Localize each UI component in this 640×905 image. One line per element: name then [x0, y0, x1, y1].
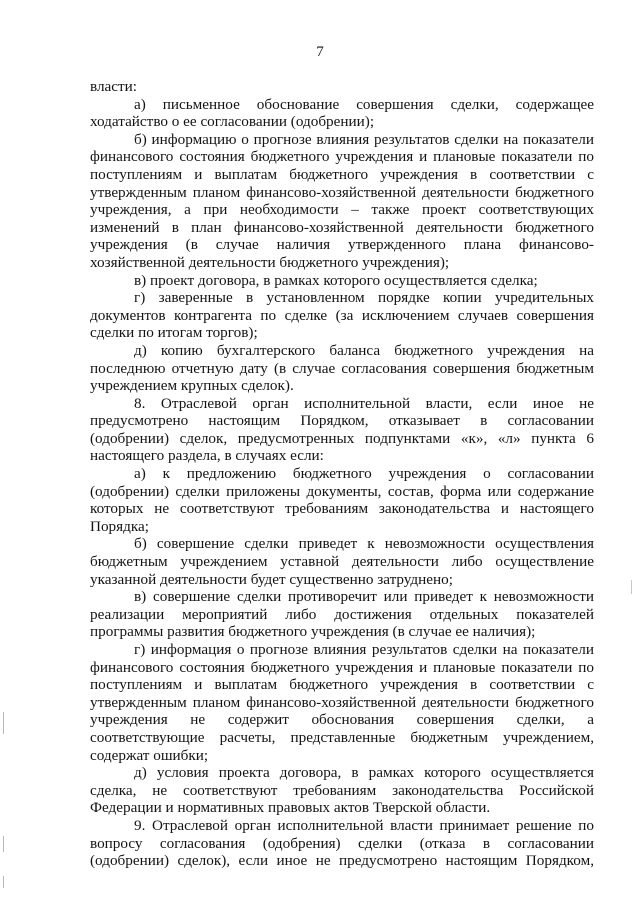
- paragraph-item-d: д) копию бухгалтерского баланса бюджетного учреждения на последнюю отчетную дату (в случае согласования совершения бюджетным учреждением крупных сделок).: [90, 341, 594, 395]
- document-body: [90, 78, 594, 870]
- paragraph-item-a: а) письменное обоснование совершения сделки, содержащее ходатайство о ее согласовании (одобрении);: [90, 95, 594, 131]
- paragraph-section-8-v: в) совершение сделки противоречит или приведет к невозможности реализации мероприятий либо достижения отдельных показателей программы развития бюджетного учреждения (в случае ее наличия);: [90, 588, 594, 641]
- paragraph-continuation: власти:: [90, 78, 138, 95]
- paragraph-item-g: г) заверенные в установленном порядке копии учредительных документов контрагента по сделке (за исключением случаев совершения сделки по итогам торгов);: [90, 289, 594, 342]
- paragraph-section-8-a: а) к предложению бюджетного учреждения о согласовании (одобрении) сделки приложены документы, состав, форма или содержание которых не соответствуют требованиям законодательства и настоящего Порядка;: [90, 465, 594, 535]
- paragraph-section-8-d: д) условия проекта договора, в рамках которого осуществляется сделка, не соответствуют требованиям законодательства Российской Федерации и нормативных правовых актов Тверской области.: [90, 764, 594, 817]
- paragraph-section-9: 9. Отраслевой орган исполнительной власти принимает решение по вопросу согласования (одобрения) сделки (отказа в согласовании (одобрении) сделок), если иное не предусмотрено настоящим Порядком,: [90, 816, 594, 870]
- paragraph-item-v: в) проект договора, в рамках которого осуществляется сделка;: [134, 271, 538, 289]
- scan-edge-mark: [3, 836, 4, 852]
- paragraph-section-8-g: г) информация о прогнозе влияния результатов сделки на показатели финансового состояния бюджетного учреждения и плановые показатели по поступлениям и выплатам бюджетного учреждения в соответствии с утвержденным планом финансово-хозяйственной деятельности бюджетного учреждения не содержит обоснования совершения сделки, а соответствующие расчеты, представленные бюджетным учреждением, содержат ошибки;: [90, 641, 594, 764]
- page-number: 7: [316, 44, 324, 60]
- paragraph-section-8: 8. Отраслевой орган исполнительной власти, если иное не предусмотрено настоящим Порядком, отказывает в согласовании (одобрении) сделок, предусмотренных подпунктами «к», «л» пункта 6 настоящего раздела, в случаях если:: [90, 394, 594, 465]
- scan-edge-mark: [3, 876, 4, 888]
- paragraph-item-b: б) информацию о прогнозе влияния результатов сделки на показатели финансового состояния бюджетного учреждения и плановые показатели по поступлениям и выплатам бюджетного учреждения в соответствии с утвержденным планом финансово-хозяйственной деятельности бюджетного учреждения, а при необходимости – также проект соответствующих изменений в план финансово-хозяйственной деятельности бюджетного учреждения (в случае наличия утвержденного плана финансово-хозяйственной деятельности бюджетного учреждения);: [90, 130, 594, 271]
- paragraph-section-8-b: б) совершение сделки приведет к невозможности осуществления бюджетным учреждением уставной деятельности либо осуществление указанной деятельности будет существенно затруднено;: [90, 535, 594, 588]
- scan-edge-mark: [631, 580, 632, 594]
- scan-edge-mark: [3, 712, 4, 734]
